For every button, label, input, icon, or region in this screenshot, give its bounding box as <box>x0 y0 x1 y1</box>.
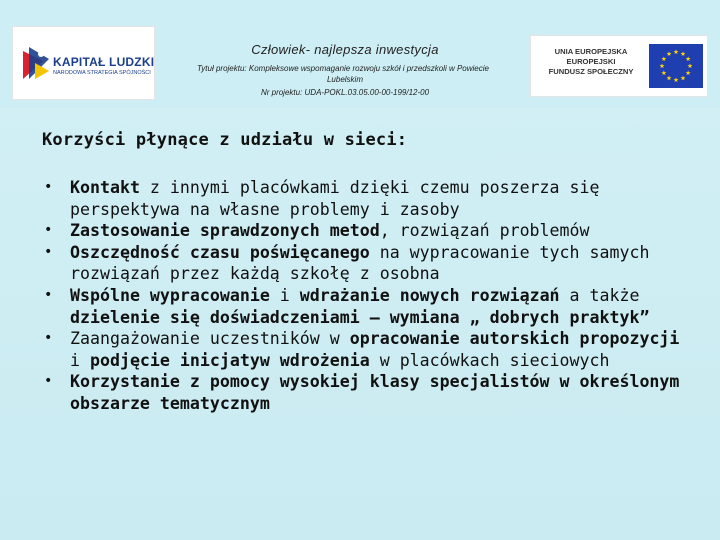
bullet-text: na wypracowanie tych samych rozwiązań przez każdą szkołę z osobna <box>70 242 650 284</box>
bullet-bold: Zastosowanie sprawdzonych metod <box>70 221 380 241</box>
project-number: Nr projektu: UDA-POKL.03.05.00-00-199/12-00 <box>260 88 430 97</box>
bullet-icon: • <box>44 286 53 303</box>
eu-line2: EUROPEJSKI <box>566 57 616 66</box>
list-item <box>44 371 684 414</box>
bullet-icon: • <box>44 222 53 239</box>
list-item <box>44 328 684 371</box>
list-item <box>44 285 684 328</box>
list-item <box>44 177 684 220</box>
header-text <box>160 40 530 98</box>
eu-line1: UNIA EUROPEJSKA <box>554 47 628 56</box>
bullet-icon: • <box>44 179 53 195</box>
bullet-icon: • <box>44 243 53 260</box>
bullet-bold: dzielenie się doświadczeniami – wymiana „ dobrych praktyk” <box>70 307 650 327</box>
bullet-text: i <box>70 350 90 370</box>
kapital-ludzki-title: KAPITAŁ LUDZKI <box>53 55 155 69</box>
bullet-text: a także <box>559 285 640 305</box>
bullet-text: , rozwiązań problemów <box>379 221 590 241</box>
eu-logo <box>530 35 708 97</box>
bullet-text: z innymi placówkami dzięki czemu poszerza się perspektywa na własne problemy i zasoby <box>70 178 600 219</box>
list-item <box>44 242 684 285</box>
bullet-bold: podjęcie inicjatyw wdrożenia <box>89 350 370 370</box>
bullet-icon: • <box>44 330 53 347</box>
kapital-ludzki-subtitle: NARODOWA STRATEGIA SPÓJNOŚCI <box>53 70 151 76</box>
bullet-bold: Korzystanie z pomocy wysokiej klasy specjalistów w określonym obszarze tematycznym <box>70 372 680 413</box>
benefits-list <box>44 177 684 415</box>
bullet-bold: wdrażanie nowych rozwiązań <box>299 285 560 305</box>
bullet-text: Zaangażowanie uczestników w <box>70 329 350 349</box>
section-heading: Korzyści płynące z udziału w sieci: <box>42 130 408 150</box>
header <box>0 0 720 108</box>
project-title: Tytuł projektu: Kompleksowe wspomaganie rozwoju szkół i przedszkoli w Powiecie <box>197 64 489 73</box>
project-title-cont: Lubelskim <box>326 75 363 84</box>
kapital-ludzki-icon <box>21 45 51 81</box>
eu-line3: FUNDUSZ SPOŁECZNY <box>548 67 634 76</box>
list-item <box>44 220 684 242</box>
bullet-bold: Oszczędność czasu poświęcanego <box>70 242 370 262</box>
bullet-bold: opracowanie autorskich propozycji <box>349 329 680 349</box>
bullet-icon: • <box>44 373 53 390</box>
eu-flag-icon <box>649 44 703 88</box>
tagline: Człowiek- najlepsza inwestycja <box>251 42 439 57</box>
eu-text <box>539 47 643 77</box>
bullet-bold: Wspólne wypracowanie <box>70 285 270 305</box>
bullet-text: i <box>269 285 300 305</box>
bullet-bold: Kontakt <box>70 178 140 197</box>
kapital-ludzki-logo <box>12 26 155 100</box>
bullet-text: w placówkach sieciowych <box>369 350 610 370</box>
